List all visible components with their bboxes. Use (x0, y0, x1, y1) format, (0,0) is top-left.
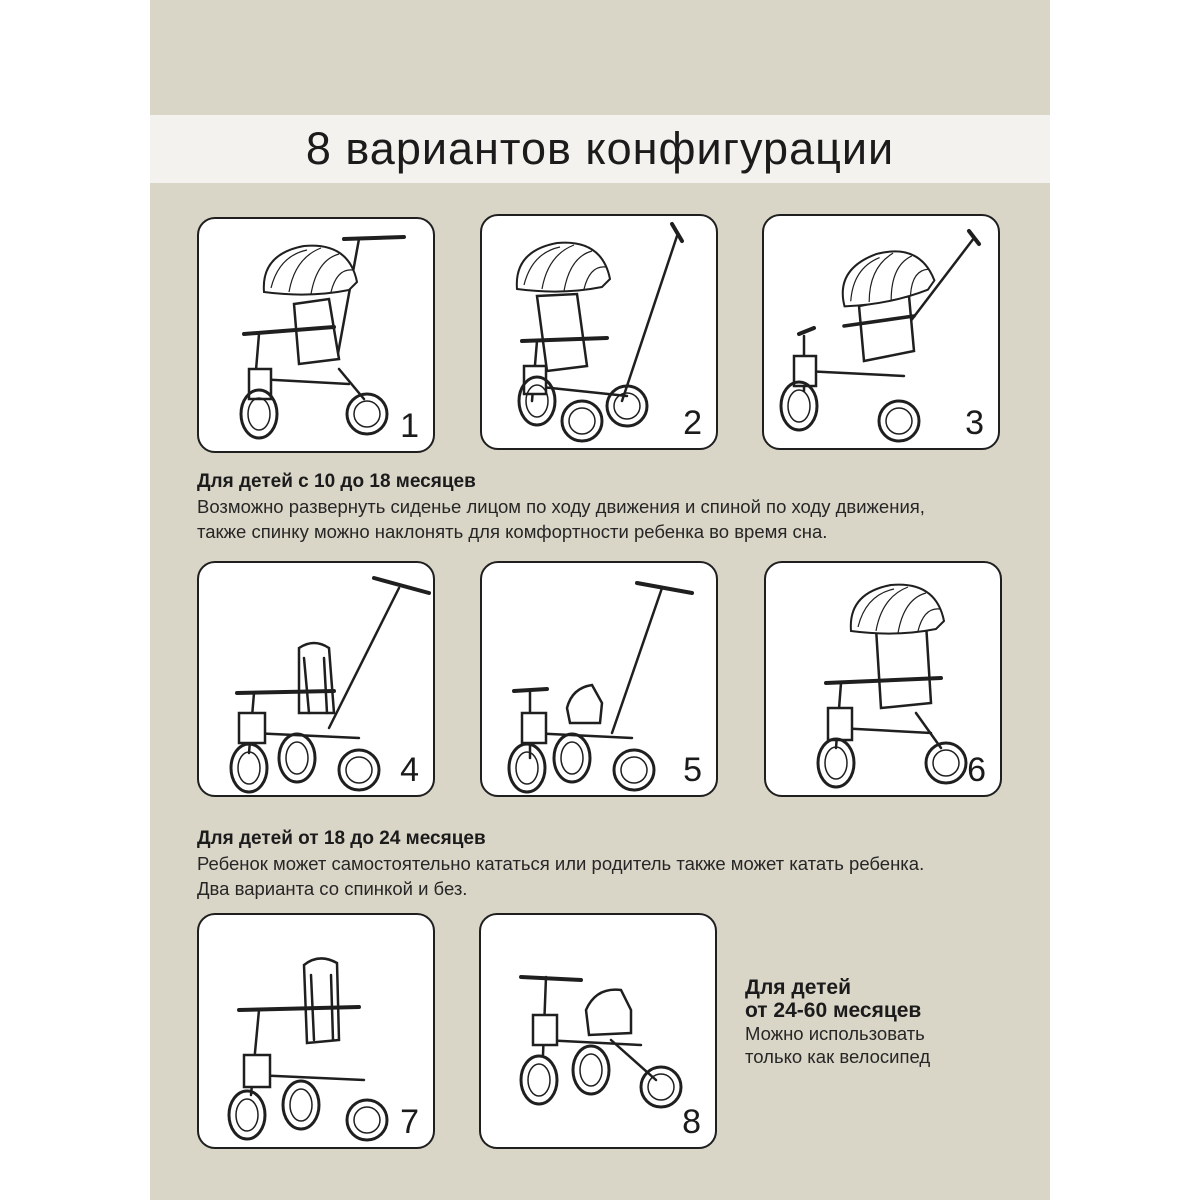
section-line: Возможно развернуть сиденье лицом по ходу движения и спиной по ходу движения, (197, 496, 925, 517)
side-note-line: только как велосипед (745, 1046, 931, 1067)
card-number: 7 (400, 1103, 419, 1141)
side-note-line: Можно использовать (745, 1023, 925, 1044)
section-line: Два варианта со спинкой и без. (197, 878, 468, 899)
title-banner (150, 115, 1050, 183)
tricycle-stroller-canopy-reversed-icon (482, 216, 716, 448)
config-card-5 (480, 561, 718, 797)
section-10-18-months (197, 469, 925, 544)
card-number: 2 (683, 404, 702, 442)
section-heading: Для детей с 10 до 18 месяцев (197, 471, 476, 492)
side-note-24-60-months (745, 976, 930, 1068)
config-card-6 (764, 561, 1002, 797)
card-number: 3 (965, 404, 984, 442)
tricycle-push-handle-low-seat-icon (482, 563, 716, 795)
section-18-24-months (197, 826, 924, 901)
tricycle-seat-backrest-icon (199, 915, 433, 1147)
config-card-3 (762, 214, 1000, 450)
card-number: 1 (400, 407, 419, 445)
section-heading: Для детей от 18 до 24 месяцев (197, 828, 486, 849)
card-number: 8 (682, 1103, 701, 1141)
section-line: также спинку можно наклонять для комфортности ребенка во время сна. (197, 521, 828, 542)
side-note-heading: от 24-60 месяцев (745, 999, 922, 1022)
config-card-4 (197, 561, 435, 797)
page-title: 8 вариантов конфигурации (305, 123, 895, 174)
section-line: Ребенок может самостоятельно кататься или родитель также может катать ребенка. (197, 853, 925, 874)
card-number: 4 (400, 751, 419, 789)
config-card-7 (197, 913, 435, 1149)
tricycle-stroller-reclined-canopy-icon (764, 216, 998, 448)
balance-bike-icon (481, 915, 715, 1147)
tricycle-canopy-no-handle-icon (766, 563, 1000, 795)
side-note-heading: Для детей (745, 976, 851, 999)
config-card-2 (480, 214, 718, 450)
config-card-1 (197, 217, 435, 453)
tricycle-stroller-canopy-handle-icon (199, 219, 433, 451)
card-number: 6 (967, 751, 986, 789)
config-card-8 (479, 913, 717, 1149)
card-number: 5 (683, 751, 702, 789)
tricycle-push-handle-seat-icon (199, 563, 433, 795)
